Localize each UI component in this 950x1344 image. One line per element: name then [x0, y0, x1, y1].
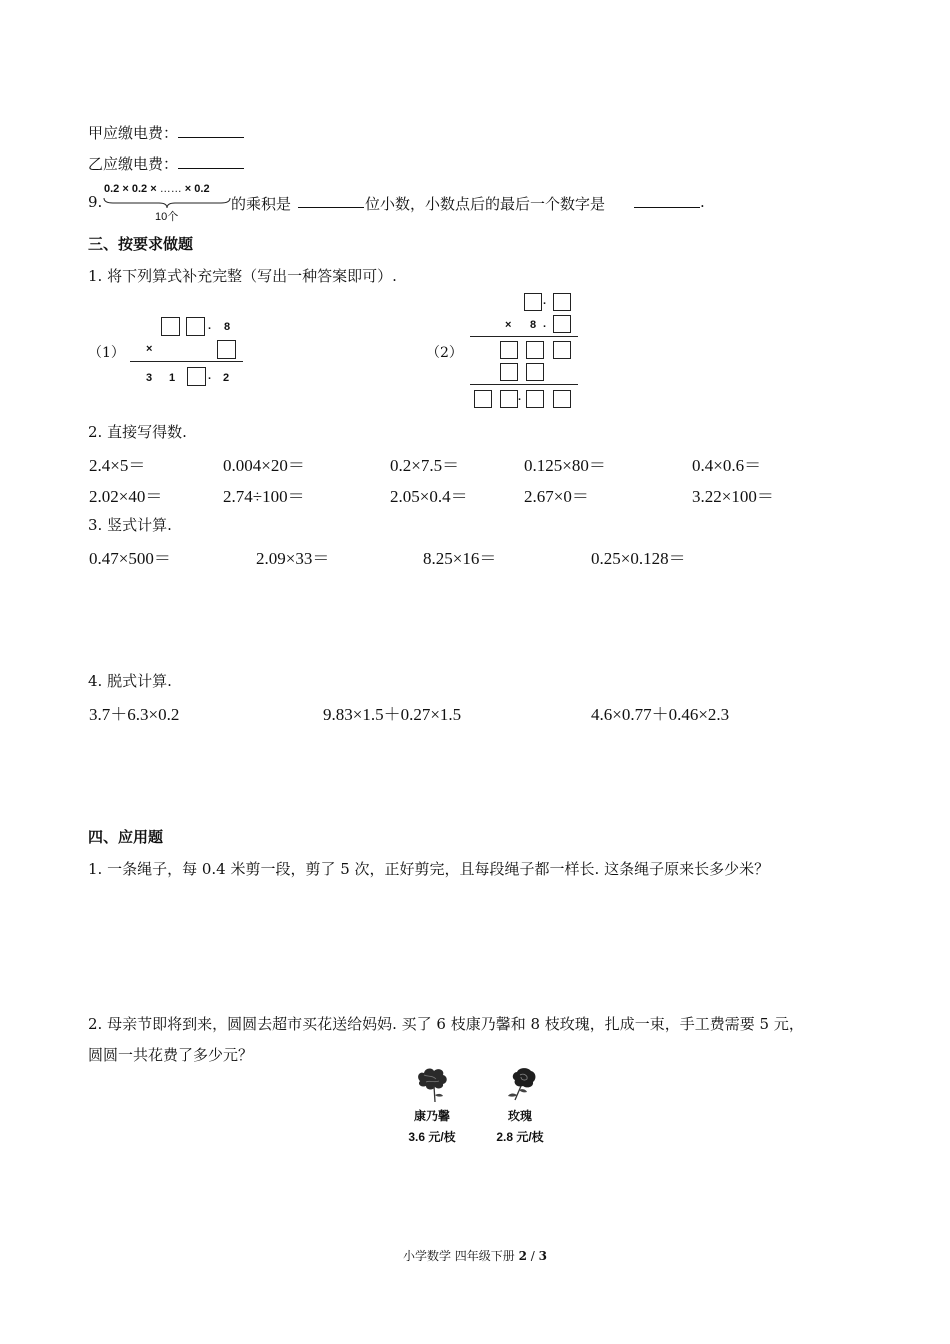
- q9-count-label: 10个: [155, 211, 179, 223]
- part1-label: （1）: [88, 345, 125, 361]
- q9-number: 9.: [88, 193, 103, 211]
- yi-fee-line: [88, 153, 244, 174]
- rose-price: 2.8 元/枝: [496, 1130, 544, 1144]
- q9-term: 0.2: [131, 183, 148, 195]
- jia-fee-label: 甲应缴电费：: [88, 124, 179, 142]
- s3-q2-prompt: 2. 直接写得数.: [88, 423, 187, 441]
- part2-label: （2）: [426, 345, 463, 361]
- step-calc-item: 3.7＋6.3×0.2: [89, 705, 180, 724]
- carnation-icon: [412, 1067, 452, 1103]
- yi-fee-blank[interactable]: [178, 154, 244, 169]
- part1-result-box[interactable]: [187, 367, 206, 386]
- part2-partial2-box-1[interactable]: [500, 363, 518, 381]
- calc-item: 2.4×5＝: [89, 456, 146, 475]
- part1-times-sign: ×: [146, 343, 153, 355]
- rose-icon: [503, 1066, 541, 1102]
- part2-result-dot: .: [518, 391, 522, 403]
- part2-result-box-3[interactable]: [526, 390, 544, 408]
- q9-text-middle: 位小数，小数点后的最后一个数字是: [365, 195, 606, 213]
- part1-result-digit: 3: [146, 372, 153, 384]
- s3-q3-prompt: 3. 竖式计算.: [88, 516, 172, 534]
- part2-multiplier-dot: .: [543, 318, 547, 330]
- vertical-calc-item: 0.25×0.128＝: [591, 549, 686, 568]
- carnation-name: 康乃馨: [413, 1109, 450, 1123]
- footer-page-total: 3: [538, 1249, 548, 1263]
- part1-result-digit: 1: [169, 372, 176, 384]
- s4-q2-line1: 2. 母亲节即将到来，圆圆去超市买花送给妈妈. 买了 6 枝康乃馨和 8 枝玫瑰，扎成一束，手工费需要 5 元，: [88, 1015, 804, 1033]
- part2-partial2-box-2[interactable]: [526, 363, 544, 381]
- step-calc-item: 9.83×1.5＋0.27×1.5: [323, 705, 462, 724]
- jia-fee-line: [88, 122, 244, 143]
- vertical-calc-item: 8.25×16＝: [423, 549, 497, 568]
- part2-partial1-box-3[interactable]: [553, 341, 571, 359]
- q9-term: 0.2: [104, 183, 120, 195]
- vertical-calc-item: 2.09×33＝: [256, 549, 330, 568]
- page-footer: [0, 1247, 950, 1264]
- footer-title: 小学数学 四年级下册: [402, 1249, 519, 1263]
- part2-multiplier-box[interactable]: [553, 315, 571, 333]
- calc-item: 2.67×0＝: [524, 487, 589, 506]
- part2-rule-1: [470, 336, 578, 337]
- q9-times: ×: [122, 183, 129, 195]
- q9-blank-last-digit[interactable]: [634, 193, 700, 208]
- calc-item: 0.4×0.6＝: [692, 456, 762, 475]
- part2-result-box-1[interactable]: [474, 390, 492, 408]
- carnation-price: 3.6 元/枝: [408, 1130, 456, 1144]
- part2-partial1-box-2[interactable]: [526, 341, 544, 359]
- s3-q1-prompt: 1. 将下列算式补充完整（写出一种答案即可）.: [88, 267, 397, 285]
- part2-row1-box-2[interactable]: [553, 293, 571, 311]
- section3-title: 三、按要求做题: [88, 235, 194, 253]
- part1-rule: [130, 361, 243, 362]
- vertical-calc-item: 0.47×500＝: [89, 549, 171, 568]
- calc-item: 0.004×20＝: [223, 456, 305, 475]
- part1-row1-box-2[interactable]: [186, 317, 205, 336]
- q9-text-end: .: [700, 193, 705, 211]
- part2-row1-box-1[interactable]: [524, 293, 542, 311]
- q9-term: 0.2: [194, 183, 210, 195]
- q9-times: ×: [184, 183, 192, 195]
- q9-text-before: 的乘积是: [231, 195, 292, 213]
- step-calc-item: 4.6×0.77＋0.46×2.3: [591, 705, 730, 724]
- calc-item: 2.05×0.4＝: [390, 487, 468, 506]
- part1-row1-dot: .: [208, 320, 212, 332]
- calc-item: 3.22×100＝: [692, 487, 774, 506]
- jia-fee-blank[interactable]: [178, 123, 244, 138]
- calc-item: 0.125×80＝: [524, 456, 606, 475]
- yi-fee-label: 乙应缴电费：: [88, 155, 179, 173]
- calc-item: 0.2×7.5＝: [390, 456, 460, 475]
- part2-rule-2: [470, 384, 578, 385]
- footer-separator: /: [526, 1249, 539, 1263]
- s4-q1: 1. 一条绳子，每 0.4 米剪一段，剪了 5 次，正好剪完，且每段绳子都一样长. 这条绳子原来长多少米？: [88, 860, 770, 878]
- part2-partial1-box-1[interactable]: [500, 341, 518, 359]
- rose-name: 玫瑰: [507, 1109, 532, 1123]
- q9-times: ×: [150, 183, 157, 195]
- part1-row1-digit: 8: [224, 321, 231, 333]
- part2-times-sign: ×: [505, 319, 512, 331]
- q9-ellipsis: ……: [159, 183, 182, 195]
- part1-result-last: 2: [223, 372, 230, 384]
- q9-blank-digits[interactable]: [298, 193, 364, 208]
- part2-result-box-4[interactable]: [553, 390, 571, 408]
- part1-multiplier-box[interactable]: [217, 340, 236, 359]
- part2-multiplier-digit: 8: [530, 319, 537, 331]
- footer-page-number: 2: [518, 1249, 527, 1263]
- calc-item: 2.74÷100＝: [223, 487, 305, 506]
- calc-item: 2.02×40＝: [89, 487, 163, 506]
- part2-result-box-2[interactable]: [500, 390, 518, 408]
- part1-row1-box-1[interactable]: [161, 317, 180, 336]
- q9-product-terms: [104, 183, 230, 195]
- s3-q4-prompt: 4. 脱式计算.: [88, 672, 172, 690]
- section4-title: 四、应用题: [88, 828, 164, 846]
- part1-result-dot: .: [208, 370, 212, 382]
- s4-q2-line2: 圆圆一共花费了多少元？: [88, 1046, 254, 1064]
- part2-row1-dot: .: [543, 295, 547, 307]
